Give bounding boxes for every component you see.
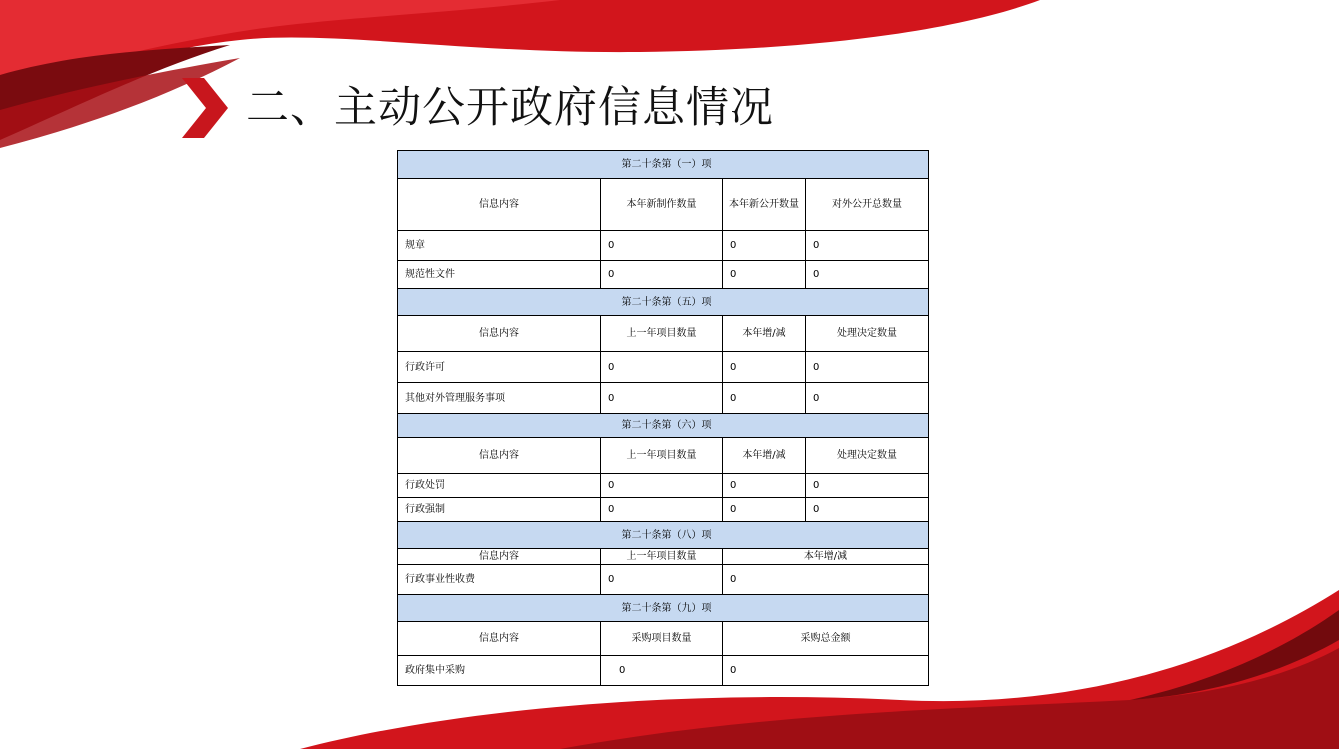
table-row [398,352,929,383]
table-row [398,565,929,595]
column-header: 本年增/减 [723,438,806,474]
column-header: 处理决定数量 [806,316,929,352]
section-heading: 第二十条第（五）项 [398,289,929,316]
cell-value: 0 [723,474,806,498]
cell-value: 0 [601,656,723,686]
column-header: 采购总金额 [723,622,929,656]
column-header: 对外公开总数量 [806,179,929,231]
chevron-right-icon [182,78,228,138]
column-header: 上一年项目数量 [601,549,723,565]
column-header: 本年增/减 [723,549,929,565]
table-row [398,231,929,261]
cell-value: 0 [601,474,723,498]
column-header: 上一年项目数量 [601,316,723,352]
row-label: 行政强制 [398,498,601,522]
column-header: 信息内容 [398,179,601,231]
cell-value: 0 [723,261,806,289]
cell-value: 0 [601,352,723,383]
disclosure-table [397,150,929,686]
row-label: 行政许可 [398,352,601,383]
row-label: 行政事业性收费 [398,565,601,595]
column-header: 信息内容 [398,549,601,565]
row-label: 行政处罚 [398,474,601,498]
table-row [398,656,929,686]
table-row [398,498,929,522]
cell-value: 0 [723,565,929,595]
cell-value: 0 [723,352,806,383]
column-header: 上一年项目数量 [601,438,723,474]
cell-value: 0 [806,383,929,414]
cell-value: 0 [601,231,723,261]
cell-value: 0 [601,383,723,414]
row-label: 规范性文件 [398,261,601,289]
column-header: 处理决定数量 [806,438,929,474]
table-row [398,261,929,289]
cell-value: 0 [723,383,806,414]
table-row [398,474,929,498]
cell-value: 0 [723,656,929,686]
cell-value: 0 [806,261,929,289]
column-header: 本年增/减 [723,316,806,352]
column-header: 信息内容 [398,438,601,474]
cell-value: 0 [806,231,929,261]
cell-value: 0 [723,498,806,522]
cell-value: 0 [806,498,929,522]
row-label: 政府集中采购 [398,656,601,686]
table-row [398,383,929,414]
column-header: 采购项目数量 [601,622,723,656]
cell-value: 0 [601,498,723,522]
row-label: 其他对外管理服务事项 [398,383,601,414]
section-heading: 第二十条第（九）项 [398,595,929,622]
column-header: 信息内容 [398,316,601,352]
column-header: 信息内容 [398,622,601,656]
cell-value: 0 [601,261,723,289]
cell-value: 0 [806,474,929,498]
cell-value: 0 [723,231,806,261]
column-header: 本年新制作数量 [601,179,723,231]
cell-value: 0 [806,352,929,383]
column-header: 本年新公开数量 [723,179,806,231]
cell-value: 0 [601,565,723,595]
section-heading: 第二十条第（一）项 [398,151,929,179]
section-heading: 第二十条第（六）项 [398,414,929,438]
row-label: 规章 [398,231,601,261]
slide-title: 二、主动公开政府信息情况 [246,83,774,133]
section-heading: 第二十条第（八）项 [398,522,929,549]
